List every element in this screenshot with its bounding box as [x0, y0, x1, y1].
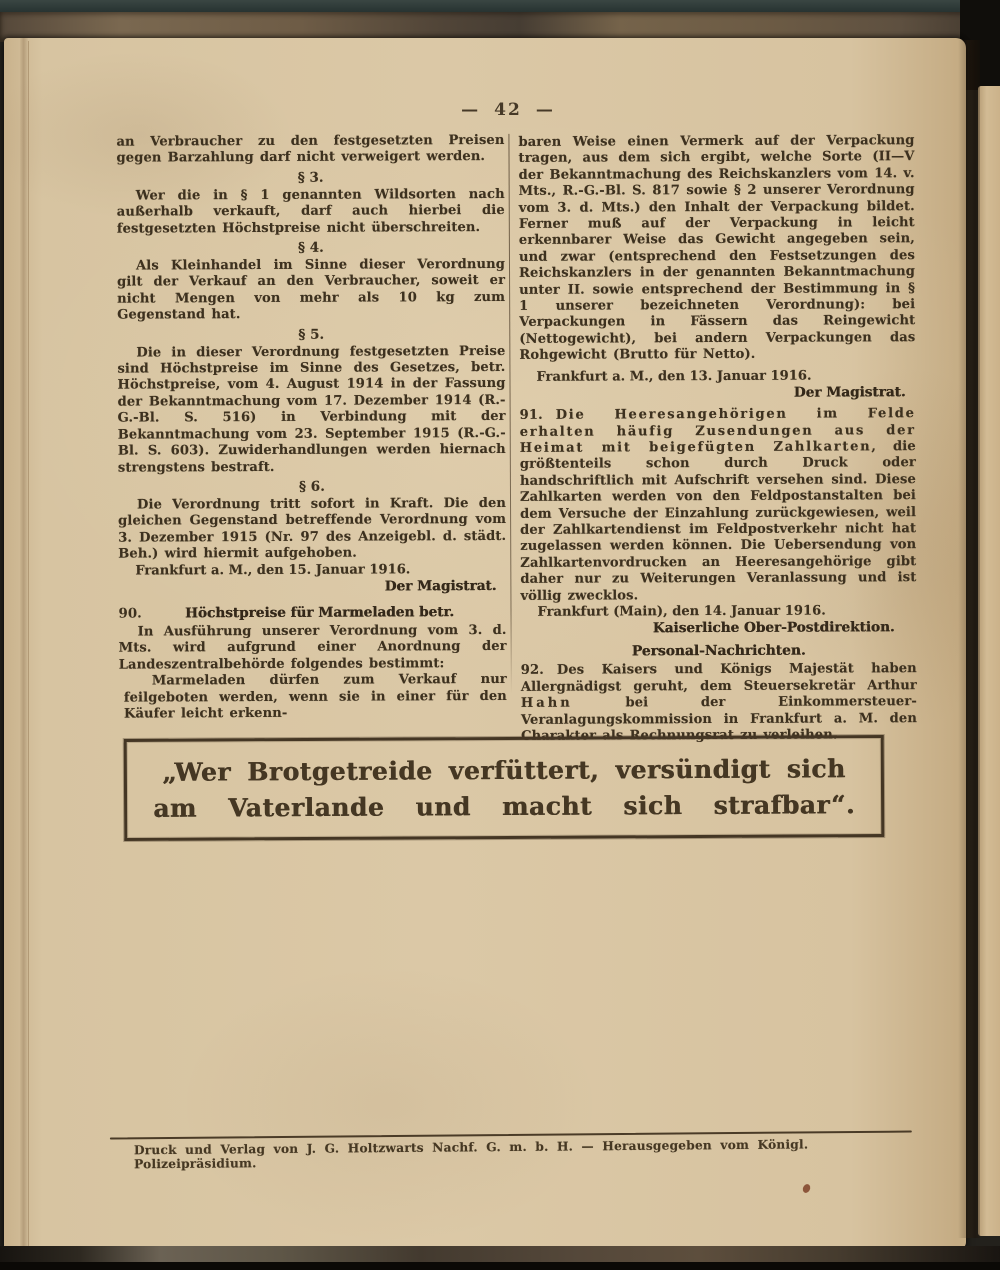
section-heading-4: § 4. — [297, 239, 324, 256]
notice-text: Des Kaisers und Königs Majestät haben Allergnädigst geruht, dem Steuersekretär Arthur — [520, 661, 917, 695]
notice-text: die größtenteils schon durch Druck oder handschriftlich mit Aufschrift versehen sind. Diese Zahlkarten werden von den Feldpostanstalten bei dem Versuche der Einzahlung zurückgewiesen, weil der Zahlkartendienst im Feldpostverkehr nicht hat zugelassen werden können. Die Uebersendung von Zahlkartenvordrucken an Heeresangehörige gibt daher nur zu Weiterungen Veranlassung und ist völlig zwecklos. — [519, 439, 917, 604]
section-heading-3: § 3. — [297, 169, 324, 186]
section-heading-5: § 5. — [298, 326, 325, 343]
dateline: Frankfurt a. M., den 15. Januar 1916. — [135, 561, 411, 579]
footer-imprint: Druck und Verlag von J. G. Holtzwarts Nachf. G. m. b. H. — Herausgegeben vom Königl. Polizeipräsidium. — [133, 1137, 809, 1172]
binding-bottom-edge — [0, 1262, 1000, 1270]
notice-text: bei der Einkommersteuer-Veranlagungskommission in Frankfurt a. M. den Charakter als Rechnungsrat zu verleihen. — [520, 694, 918, 744]
paragraph: Die Verordnung tritt sofort in Kraft. Die den gleichen Gegenstand betreffende Verordnung vom 3. Dezember 1915 (Nr. 97 des Anzeigebl. d. städt. Beh.) wird hiermit aufgehoben. — [118, 495, 507, 562]
paragraph: Wer die in § 1 genannten Wildsorten nach außerhalb verkauft, darf auch hierbei die festgesetzten Höchstpreise nicht überschreiten. — [116, 186, 505, 237]
column-divider — [508, 134, 511, 694]
page-number-value: 42 — [494, 100, 522, 120]
section-heading-6: § 6. — [298, 478, 325, 495]
notice-92 — [521, 661, 917, 745]
dateline: Frankfurt (Main), den 14. Januar 1916. — [537, 603, 826, 620]
page-number — [4, 100, 966, 120]
paragraph: In Ausführung unserer Verordnung vom 3. d. Mts. wird aufgrund einer Anordnung der Landeszentralbehörde folgendes bestimmt: — [118, 622, 507, 673]
signature: Der Magistrat. — [793, 384, 906, 401]
person-name: Hahn — [520, 695, 573, 712]
notice-number: 92. — [520, 663, 544, 679]
page-fold-crease — [20, 38, 28, 1250]
notice-number: 91. — [519, 407, 543, 423]
notice-title: Höchstpreise für Marmeladen betr. — [184, 604, 455, 622]
paragraph: an Verbraucher zu den festgesetzten Preisen gegen Barzahlung darf nicht verweigert werden. — [116, 132, 505, 167]
slogan-line-1: „Wer Brotgetreide verfüttert, versündigt sich — [162, 754, 846, 787]
notice-90-heading — [118, 604, 506, 622]
signature: Der Magistrat. — [384, 577, 497, 595]
paragraph: baren Weise einen Vermerk auf der Verpackung tragen, aus dem sich ergibt, welche Sorte (II—V der Bekanntmachung des Reichskanzlers vom 14. v. Mts., R.-G.-Bl. S. 817 sowie § 2 unserer Verordnung vom 3. d. Mts.) den Inhalt der Verpackung bildet. Ferner muß auf der Verpackung in leicht erkennbarer Weise das Gewicht angegeben sein, und zwar (entsprechend den Festsetzungen des Reichskanzlers in der genannten Bekanntmachung unter II. sowie entsprechend der Bestimmung in § 1 unserer bezeichneten Verordnung): bei Verpackungen in Fässern das Reingewicht (Nettogewicht), bei andern Verpackungen das Rohgewicht (Brutto für Netto). — [518, 133, 916, 364]
paragraph: Als Kleinhandel im Sinne dieser Verordnung gilt der Verkauf an den Verbraucher, soweit er nicht Mengen von mehr als 10 kg zum Gegenstand hat. — [117, 256, 506, 323]
next-page-edge — [978, 86, 1000, 1236]
right-column — [518, 133, 917, 745]
page-gutter-shadow — [958, 40, 980, 1238]
paragraph: Marmeladen dürfen zum Verkauf nur feilgeboten werden, wenn sie in einer für den Käufer leicht erkenn- — [123, 672, 507, 722]
page — [4, 38, 966, 1250]
stain-dot — [801, 1183, 811, 1194]
footer — [110, 1131, 912, 1172]
notice-91 — [520, 406, 917, 605]
page-number-dash-right: — — [535, 100, 555, 120]
paragraph: Die in dieser Verordnung festgesetzten Preise sind Höchstpreise im Sinne des Gesetzes, betr. Höchstpreise, vom 4. August 1914 in der Fassung der Bekanntmachung vom 17. Dezember 1914 (R.-G.-Bl. S. 516) in Verbindung mit der Bekanntmachung vom 23. September 1915 (R.-G.-Bl. S. 603). Zuwiderhandlungen werden hiernach strengstens bestraft. — [117, 343, 506, 476]
slogan-box — [124, 735, 885, 841]
notice-number: 90. — [118, 605, 142, 622]
left-column — [116, 133, 507, 723]
dateline: Frankfurt a. M., den 13. Januar 1916. — [536, 368, 812, 385]
signature: Kaiserliche Ober-Postdirektion. — [652, 619, 895, 637]
notice-text-spaced: Die Heeresangehörigen im Felde erhalten häufig Zusendungen aus der Heimat mit beigefügten Zahlkarten, — [519, 406, 916, 456]
page-number-dash-left: — — [461, 100, 481, 120]
personal-news-heading: Personal-Nachrichten. — [631, 642, 806, 660]
slogan-line-2: am Vaterlande und macht sich strafbar“. — [153, 790, 856, 823]
